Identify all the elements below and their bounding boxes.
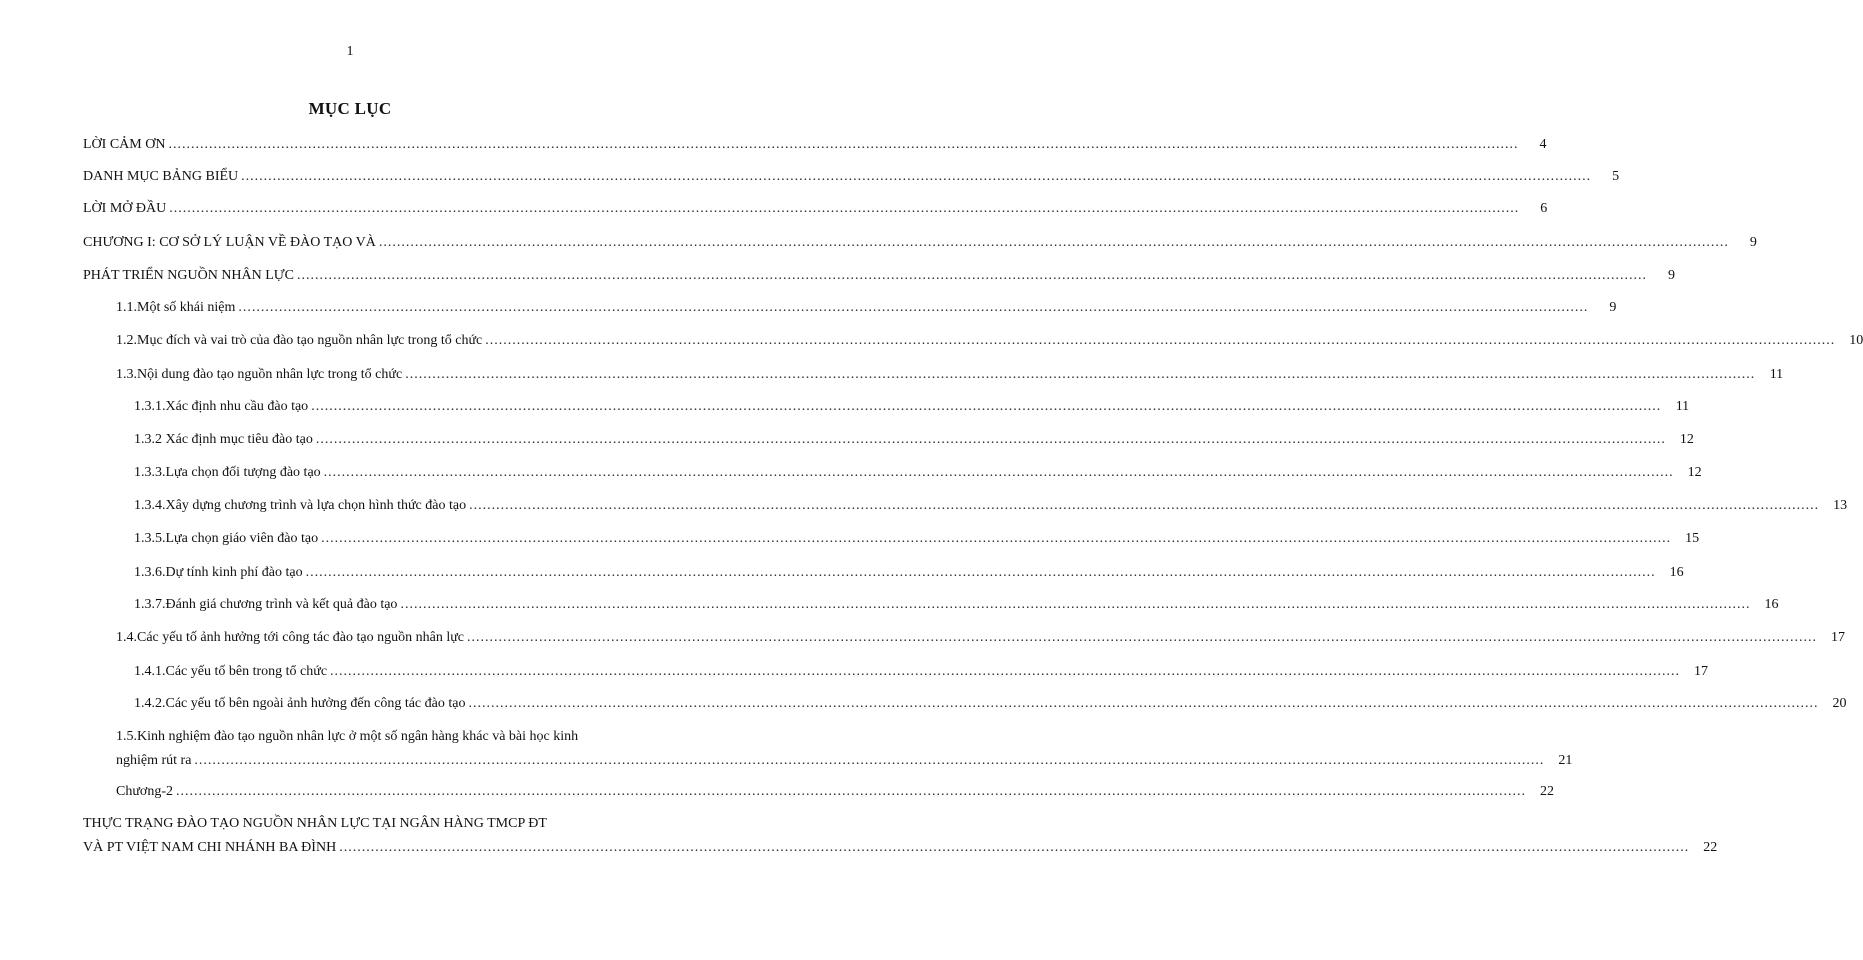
dot-leader: ............................................................................................................................................................................................................................................................................................................: [238, 300, 1589, 315]
toc-entry-label: LỜI CẢM ƠN: [83, 137, 166, 152]
toc-entry[interactable]: [0, 594, 1779, 616]
toc-entry[interactable]: [0, 232, 1757, 254]
dot-leader: ............................................................................................................................................................................................................................................................................................................: [467, 630, 1818, 645]
toc-entry-page: 9: [1609, 300, 1617, 315]
toc-entry-label: 1.3.1.Xác định nhu cầu đào tạo: [134, 399, 309, 414]
toc-entry-label: DANH MỤC BẢNG BIỂU: [83, 169, 239, 184]
toc-entry-label: 1.2.Mục đích và vai trò của đào tạo nguồn nhân lực trong tổ chức: [116, 333, 483, 348]
toc-entry[interactable]: [0, 661, 1709, 683]
toc-entry-label: [83, 813, 618, 835]
dot-leader: ............................................................................................................................................................................................................................................................................................................: [378, 235, 1729, 250]
dot-leader: ............................................................................................................................................................................................................................................................................................................: [323, 465, 1674, 480]
dot-leader: ............................................................................................................................................................................................................................................................................................................: [315, 432, 1666, 447]
toc-entry[interactable]: [0, 562, 1684, 584]
toc-entry-label: 1.3.Nội dung đào tạo nguồn nhân lực trong tổ chức: [116, 367, 403, 382]
toc-entry-label: 1.3.7.Đánh giá chương trình và kết quả đào tạo: [134, 597, 398, 612]
dot-leader: ............................................................................................................................................................................................................................................................................................................: [194, 753, 1545, 768]
toc-entry-label-line1: 1.5.Kinh nghiệm đào tạo nguồn nhân lực ở một số ngân hàng khác và bài học kinh: [116, 729, 579, 744]
toc-entry-page: 11: [1769, 367, 1784, 382]
dot-leader: ............................................................................................................................................................................................................................................................................................................: [468, 696, 1819, 711]
toc-entry-label-line2: nghiệm rút ra: [116, 753, 192, 768]
dot-leader: ............................................................................................................................................................................................................................................................................................................: [297, 268, 1648, 283]
dot-leader: ............................................................................................................................................................................................................................................................................................................: [339, 840, 1690, 855]
toc-entry[interactable]: [0, 198, 1548, 220]
toc-entry-page: 21: [1558, 753, 1573, 768]
toc-entry-label-line2: VÀ PT VIỆT NAM CHI NHÁNH BA ĐÌNH: [83, 840, 337, 855]
toc-entry-label: Chương-2: [116, 784, 173, 799]
dot-leader: ............................................................................................................................................................................................................................................................................................................: [400, 597, 1751, 612]
toc-entry-label-line1: THỰC TRẠNG ĐÀO TẠO NGUỒN NHÂN LỰC TẠI NGÂN HÀNG TMCP ĐT: [83, 816, 547, 831]
page-number: 1: [346, 44, 354, 59]
toc-entry[interactable]: [0, 528, 1700, 550]
toc-entry[interactable]: [0, 627, 1846, 649]
toc-entry-page: 4: [1539, 137, 1547, 152]
toc-entry[interactable]: [0, 781, 1554, 803]
toc-entry-page: 17: [1831, 630, 1846, 645]
toc-entry[interactable]: [0, 330, 1863, 352]
toc-entry-page: 22: [1540, 784, 1554, 799]
dot-leader: ............................................................................................................................................................................................................................................................................................................: [469, 498, 1820, 513]
toc-entry[interactable]: [0, 813, 1718, 859]
toc-entry-page: 16: [1764, 597, 1779, 612]
dot-leader: ............................................................................................................................................................................................................................................................................................................: [321, 531, 1672, 546]
toc-entry[interactable]: [0, 726, 1573, 772]
dot-leader: ............................................................................................................................................................................................................................................................................................................: [241, 169, 1592, 184]
toc-entry[interactable]: [0, 364, 1784, 386]
dot-leader: ............................................................................................................................................................................................................................................................................................................: [311, 399, 1662, 414]
toc-entry-page: 6: [1540, 201, 1548, 216]
toc-entry-page: 11: [1675, 399, 1690, 414]
toc-entry-page: 12: [1679, 432, 1694, 447]
toc-entry-page: 9: [1749, 235, 1757, 250]
toc-entry-page: 10: [1849, 333, 1863, 348]
toc-entry-label: PHÁT TRIỂN NGUỒN NHÂN LỰC: [83, 268, 295, 283]
toc-entry[interactable]: [0, 297, 1617, 319]
dot-leader: ............................................................................................................................................................................................................................................................................................................: [168, 137, 1519, 152]
toc-entry-page: 20: [1832, 696, 1847, 711]
toc-entry-label: 1.4.1.Các yếu tố bên trong tổ chức: [134, 664, 328, 679]
dot-leader: ............................................................................................................................................................................................................................................................................................................: [169, 201, 1520, 216]
toc-entry-page: 22: [1703, 840, 1718, 855]
toc-entry-label: 1.3.4.Xây dựng chương trình và lựa chọn hình thức đào tạo: [134, 498, 467, 513]
dot-leader: ............................................................................................................................................................................................................................................................................................................: [330, 664, 1681, 679]
toc-entry-label: CHƯƠNG I: CƠ SỞ LÝ LUẬN VỀ ĐÀO TẠO VÀ: [83, 235, 376, 250]
toc-entry-page: 5: [1612, 169, 1620, 184]
toc-entry-label: 1.1.Một số khái niệm: [116, 300, 236, 315]
toc-entry[interactable]: [0, 462, 1702, 484]
toc-entry[interactable]: [0, 429, 1694, 451]
toc-entry-page: 12: [1687, 465, 1702, 480]
toc-entry-page: 9: [1668, 268, 1676, 283]
toc-entry[interactable]: [0, 693, 1847, 715]
toc-entry-page: 16: [1669, 565, 1684, 580]
toc-entry-page: 17: [1694, 664, 1709, 679]
dot-leader: ............................................................................................................................................................................................................................................................................................................: [176, 784, 1526, 799]
toc-entry[interactable]: [0, 396, 1690, 418]
toc-entry[interactable]: [0, 495, 1848, 517]
toc-entry[interactable]: [0, 166, 1620, 188]
toc-entry-label: 1.3.3.Lựa chọn đối tượng đào tạo: [134, 465, 321, 480]
toc-entry-label: 1.4.2.Các yếu tố bên ngoài ảnh hưởng đến công tác đào tạo: [134, 696, 466, 711]
dot-leader: ............................................................................................................................................................................................................................................................................................................: [485, 333, 1836, 348]
toc-entry-label: 1.4.Các yếu tố ảnh hưởng tới công tác đào tạo nguồn nhân lực: [116, 630, 465, 645]
dot-leader: ............................................................................................................................................................................................................................................................................................................: [305, 565, 1656, 580]
dot-leader: ............................................................................................................................................................................................................................................................................................................: [405, 367, 1756, 382]
toc-entry-label: [116, 726, 626, 748]
toc-entry-label: 1.3.6.Dự tính kinh phí đào tạo: [134, 565, 303, 580]
toc-title: MỤC LỤC: [308, 99, 392, 118]
toc-entry-page: 15: [1685, 531, 1700, 546]
toc-entry-label: LỜI MỞ ĐẦU: [83, 201, 167, 216]
toc-entry-label: 1.3.2 Xác định mục tiêu đào tạo: [134, 432, 313, 447]
toc-entry-label: 1.3.5.Lựa chọn giáo viên đào tạo: [134, 531, 319, 546]
toc-entry[interactable]: [0, 134, 1547, 156]
toc-entry-page: 13: [1833, 498, 1848, 513]
toc-entry[interactable]: [0, 265, 1676, 287]
